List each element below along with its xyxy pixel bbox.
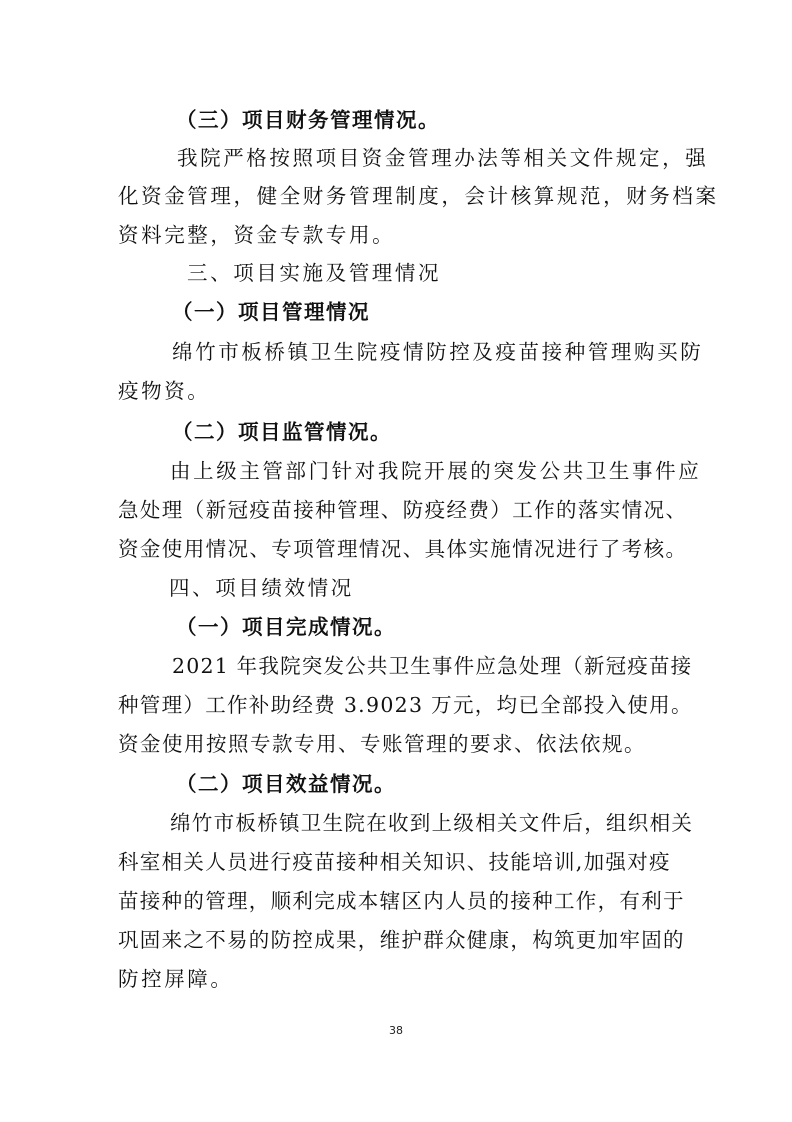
paragraph-line: 2021 年我院突发公共卫生事件应急处理（新冠疫苗接 [172,654,693,678]
section-heading: （一）项目管理情况 [172,300,370,324]
paragraph-line: 资料完整，资金专款专用。 [118,223,396,247]
section-heading: （二）项目监管情况。 [172,420,392,444]
chapter-heading: 四、项目绩效情况 [169,576,354,600]
paragraph-line: 苗接种的管理，顺利完成本辖区内人员的接种工作，有利于 [118,889,685,913]
paragraph-line: 我院严格按照项目资金管理办法等相关文件规定，强 [177,146,709,170]
section-heading: （二）项目效益情况。 [176,772,396,796]
section-heading: （三）项目财务管理情况。 [176,108,440,132]
section-heading: （一）项目完成情况。 [176,615,396,639]
page-number: 38 [389,1024,403,1037]
paragraph-line: 由上级主管部门针对我院开展的突发公共卫生事件应 [170,459,702,483]
paragraph-line: 资金使用按照专款专用、专账管理的要求、依法依规。 [118,732,646,756]
paragraph-line: 疫物资。 [118,379,211,403]
paragraph-line: 绵竹市板桥镇卫生院疫情防控及疫苗接种管理购买防 [172,340,704,364]
paragraph-line: 防控屏障。 [118,967,234,991]
paragraph-line: 资金使用情况、专项管理情况、具体实施情况进行了考核。 [118,537,688,561]
paragraph-line: 巩固来之不易的防控成果，维护群众健康，构筑更加牢固的 [118,928,685,952]
paragraph-line: 种管理）工作补助经费 3.9023 万元，均已全部投入使用。 [118,693,693,717]
chapter-heading: 三、项目实施及管理情况 [187,261,442,285]
paragraph-line: 化资金管理，健全财务管理制度，会计核算规范，财务档案 [118,184,719,208]
paragraph-line: 科室相关人员进行疫苗接种相关知识、技能培训,加强对疫 [118,850,671,874]
paragraph-line: 绵竹市板桥镇卫生院在收到上级相关文件后，组织相关 [170,811,694,835]
paragraph-line: 急处理（新冠疫苗接种管理、防疫经费）工作的落实情况、 [118,498,688,522]
